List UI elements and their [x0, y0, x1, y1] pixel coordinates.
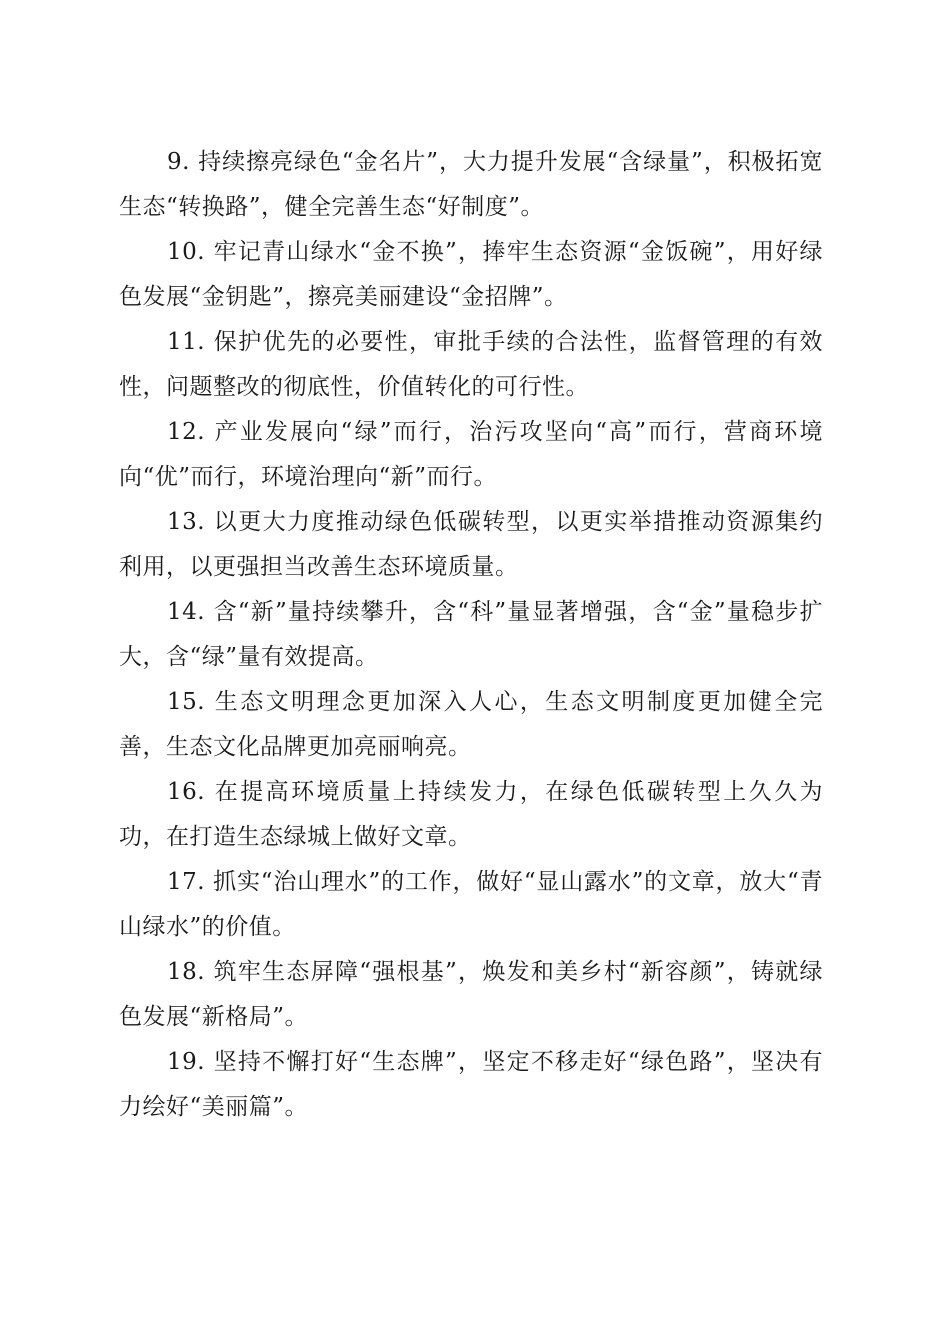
list-item: 12. 产业发展向“绿”而行，治污攻坚向“高”而行，营商环境向“优”而行，环境治理向“新”而行。 — [119, 419, 823, 490]
list-item: 17. 抓实“治山理水”的工作，做好“显山露水”的文章，放大“青山绿水”的价值。 — [119, 869, 823, 940]
list-item: 10. 牢记青山绿水“金不换”，捧牢生态资源“金饭碗”，用好绿色发展“金钥匙”，擦亮美丽建设“金招牌”。 — [119, 239, 823, 310]
list-item: 19. 坚持不懈打好“生态牌”，坚定不移走好“绿色路”，坚决有力绘好“美丽篇”。 — [119, 1049, 823, 1120]
list-item: 18. 筑牢生态屏障“强根基”，焕发和美乡村“新容颜”，铸就绿色发展“新格局”。 — [119, 959, 823, 1030]
list-item: 13. 以更大力度推动绿色低碳转型，以更实举措推动资源集约利用，以更强担当改善生态环境质量。 — [119, 509, 823, 580]
list-item: 9. 持续擦亮绿色“金名片”，大力提升发展“含绿量”，积极拓宽生态“转换路”，健全完善生态“好制度”。 — [119, 149, 823, 220]
list-item: 16. 在提高环境质量上持续发力，在绿色低碳转型上久久为功，在打造生态绿城上做好文章。 — [119, 779, 823, 850]
list-item: 14. 含“新”量持续攀升，含“科”量显著增强，含“金”量稳步扩大，含“绿”量有效提高。 — [119, 599, 823, 670]
document-body — [119, 140, 823, 1130]
list-item: 15. 生态文明理念更加深入人心，生态文明制度更加健全完善，生态文化品牌更加亮丽响亮。 — [119, 689, 823, 760]
list-item: 11. 保护优先的必要性，审批手续的合法性，监督管理的有效性，问题整改的彻底性，价值转化的可行性。 — [119, 329, 823, 400]
